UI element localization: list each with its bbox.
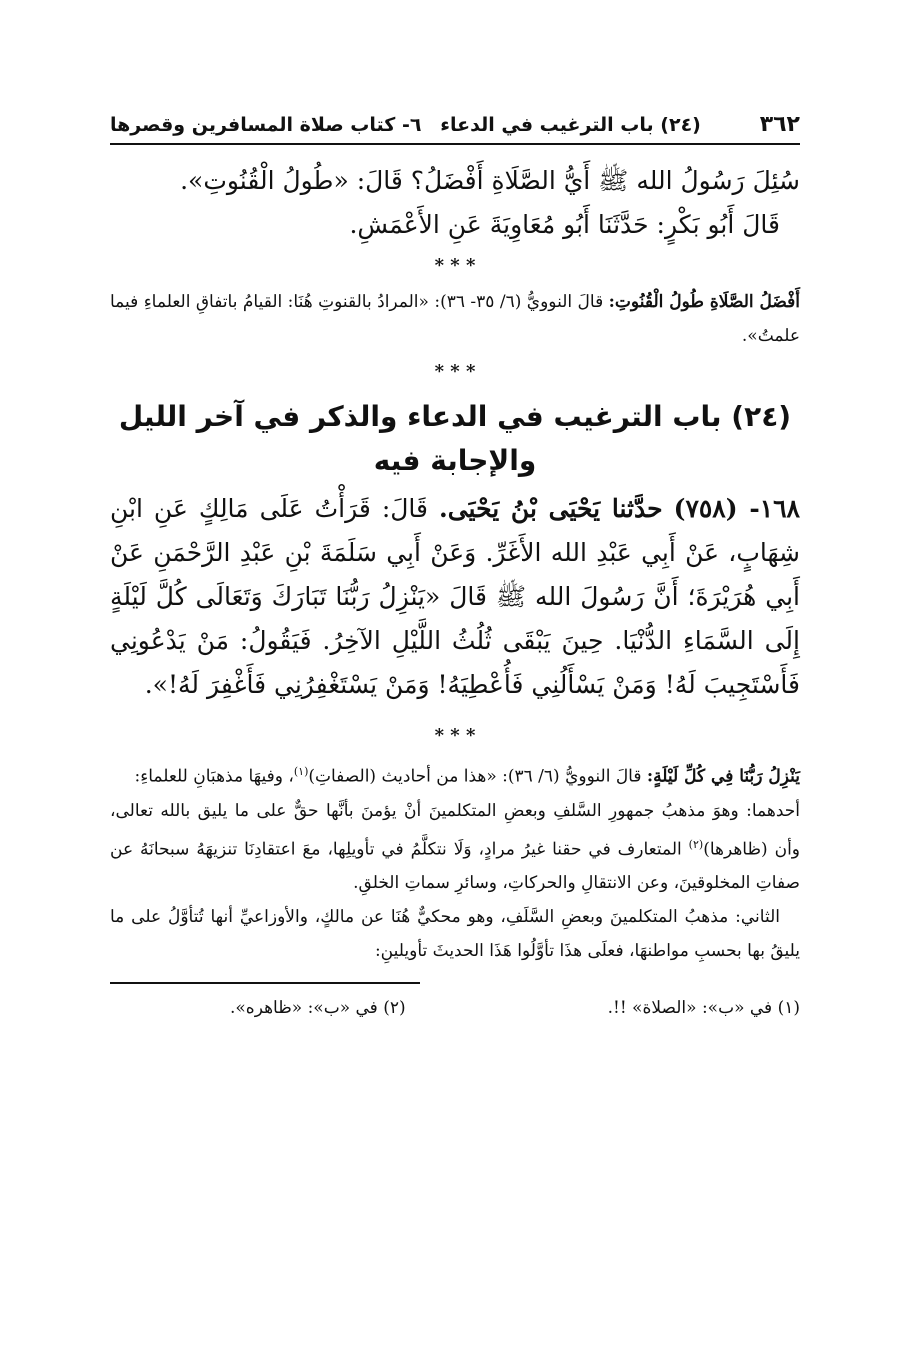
commentary-text: قالَ النوويُّ (٦/ ٣٦): «هذا من أحاديث (الصفاتِ)	[308, 766, 642, 787]
commentary-paragraph	[110, 285, 800, 353]
commentary-text: قالَ النوويُّ (٦/ ٣٥- ٣٦): «المرادُ بالقنوتِ هُنَا: القيامُ باتفاقِ العلماءِ فيما علمتُ».	[110, 292, 800, 346]
commentary-paragraph: الثاني: مذهبُ المتكلمينَ وبعضِ السَّلَفِ، وهو محكيٌّ هُنَا عن مالكٍ، والأوزاعيِّ أنها تُتأوَّلُ على ما يليقُ بها بحسبِ مواطنهَا، فعلَى هذَا تأوَّلُوا هَذَا الحديثَ تأويلينِ:	[110, 907, 800, 962]
page-number: ٣٦٢	[759, 112, 800, 137]
commentary-text: أحدهما: وهوَ مذهبُ جمهورِ السَّلفِ وبعضِ المتكلمينَ أنْ يؤمنَ بأنَّها حقٌّ على ما يليق بالله تعالى، وأن (ظاهرها)	[110, 800, 801, 860]
header-chapter-title: (٢٤) باب الترغيب في الدعاء	[440, 114, 701, 136]
footnote-2: (٢) في «ب»: «ظاهره».	[230, 998, 406, 1019]
commentary-lead: يَنْزِلُ رَبُّنَا فِي كُلِّ لَيْلَةٍ:	[646, 766, 800, 787]
section-separator: * * *	[434, 725, 476, 746]
hadith-body: قَالَ: قَرَأْتُ عَلَى مَالِكٍ عَنِ ابْنِ شِهَابٍ، عَنْ أَبِي عَبْدِ الله الأَغَرِّ. وَعَنْ أَبِي سَلَمَةَ بْنِ عَبْدِ الرَّحْمَنِ عَنْ أَبِي هُرَيْرَةَ؛ أَنَّ رَسُولَ الله ﷺ قَالَ «يَنْزِلُ رَبُّنَا تَبَارَكَ وَتَعَالَى كُلَّ لَيْلَةٍ إِلَى السَّمَاءِ الدُّنْيَا. حِينَ يَبْقَى ثُلُثُ اللَّيْلِ الآخِرُ. فَيَقُولُ: مَنْ يَدْعُونِي فَأَسْتَجِيبَ لَهُ! وَمَنْ يَسْأَلُنِي فَأُعْطِيَهُ! وَمَنْ يَسْتَغْفِرُنِي فَأَغْفِرَ لَهُ!».	[110, 494, 800, 699]
commentary-lead: أَفْضَلُ الصَّلَاةِ طُولُ الْقُنُوتِ:	[608, 292, 801, 312]
book-page	[110, 112, 800, 1028]
isnad-line: قَالَ أَبُو بَكْرٍ: حَدَّثَنَا أَبُو مُعَاوِيَةَ عَنِ الأَعْمَشِ.	[349, 210, 780, 239]
hadith-opening: حدَّثنا يَحْيَى بْنُ يَحْيَى.	[438, 494, 663, 523]
commentary-paragraph	[110, 755, 800, 794]
footnotes	[110, 998, 800, 1018]
chapter-heading-line2: والإجابة فيه	[373, 444, 537, 477]
section-separator: * * *	[434, 255, 476, 276]
hadith-number: ١٦٨- (٧٥٨)	[673, 494, 800, 523]
commentary-paragraph	[110, 794, 800, 901]
footnote-reference[interactable]: (٢)	[688, 837, 704, 851]
commentary-text: ، وفيهَا مذهبَانِ للعلماءِ:	[134, 766, 294, 787]
footnote-1: (١) في «ب»: «الصلاة» !!.	[607, 998, 800, 1019]
chapter-heading	[110, 395, 800, 483]
footnotes-area	[110, 968, 800, 1028]
footnote-separator	[110, 982, 420, 984]
section-separator: * * *	[434, 361, 476, 382]
hadith-text-line: سُئِلَ رَسُولُ الله ﷺ أَيُّ الصَّلَاةِ أَفْضَلُ؟ قَالَ: «طُولُ الْقُنُوتِ».	[180, 166, 800, 195]
chapter-heading-line1: (٢٤) باب الترغيب في الدعاء والذكر في آخر الليل	[118, 400, 792, 433]
header-book-title: ٦- كتاب صلاة المسافرين وقصرها	[110, 114, 422, 136]
running-header	[110, 112, 800, 145]
hadith-paragraph	[110, 487, 800, 707]
footnote-reference[interactable]: (١)	[293, 765, 309, 778]
commentary-text: المتعارف في حقنا غيرُ مرادٍ، وَلَا نتكلَّمُ في تأويلِها، معَ اعتقادِنَا تنزيهَهُ سبحانَهُ عن صفاتِ المخلوقينَ، وعن الانتقالِ والحركاتِ، وسائرِ سماتِ الخلقِ.	[110, 839, 800, 894]
